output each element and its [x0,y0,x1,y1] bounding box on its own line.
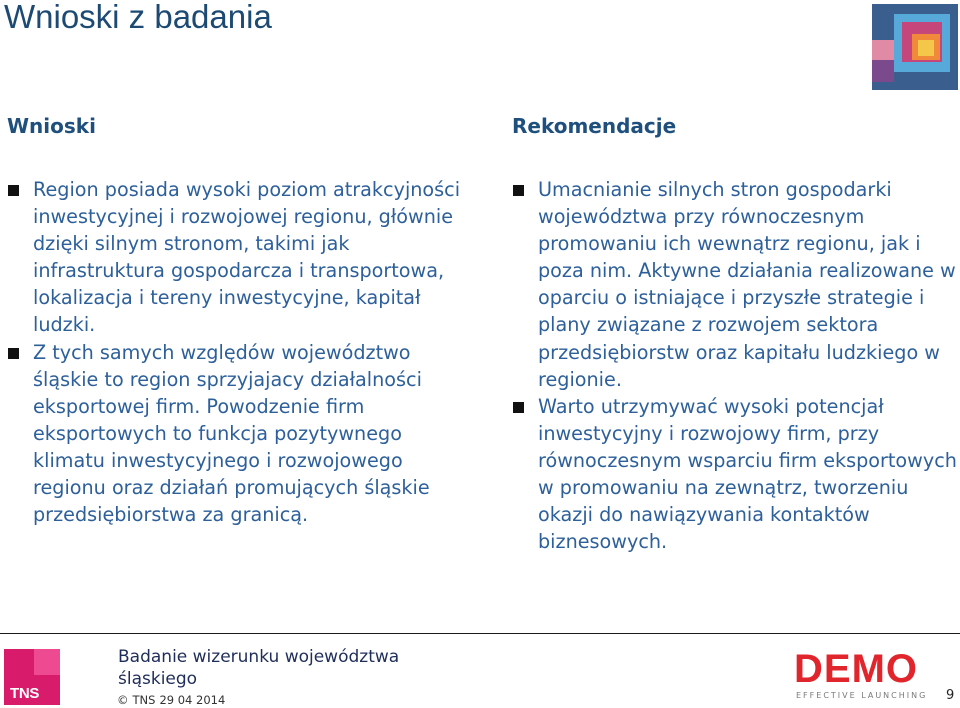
tns-logo-text: TNS [10,685,40,702]
footer-divider [0,633,960,634]
list-item-text: Region posiada wysoki poziom atrakcyjności inwestycyjnej i rozwojowej regionu, głównie dzięki silnym stronom, takimi jak infrastruktura gospodarcza i transportowa, lokalizacja i tereny inwestycyjne, kapitał ludzki. [33,178,461,337]
copyright-icon: © [117,693,129,707]
demo-tagline: EFFECTIVE LAUNCHING [796,691,928,700]
conclusions-list [8,176,478,528]
black-square-icon [513,402,524,413]
list-item [8,339,478,529]
list-item-text: Z tych samych względów województwo śląskie to region sprzyjajacy działalności eksportowej firm. Powodzenie firm eksportowych to funkcja pozytywnego klimatu inwestycyjnego i rozwojowego regionu oraz działań promujących śląskie przedsiębiorstwa za granicą. [33,340,430,527]
tns-logo [4,649,60,705]
footer-copyright [117,693,229,707]
recommendations-heading: Rekomendacje [512,114,677,138]
demo-logo [792,646,932,702]
recommendations-list [513,176,958,555]
demo-logo-text: DEMO [794,647,918,691]
list-item [513,176,958,393]
footer-title: Badanie wizerunku województwa śląskiego [118,647,400,689]
black-square-icon [8,185,19,196]
black-square-icon [513,185,524,196]
conclusions-heading: Wnioski [7,114,96,138]
list-item-text: Warto utrzymywać wysoki potencjał inwestycyjny i rozwojowy firm, przy równoczesnym wsparciu firm eksportowych w promowaniu na zewnątrz, tworzeniu okazji do nawiązywania kontaktów biznesowych. [538,394,957,554]
slide-title: Wnioski z badania [4,0,272,35]
black-square-icon [8,348,19,359]
colored-squares-logo-icon [872,4,958,90]
footer-date: 29 04 2014 [159,693,226,707]
list-item [513,393,958,556]
page-number: 9 [946,688,955,703]
logo-accent [34,649,60,675]
list-item-text: Umacnianie silnych stron gospodarki województwa przy równoczesnym promowaniu ich wewnątrz regionu, jak i poza nim. Aktywne działania realizowane w oparciu o istniające i przyszłe strategie i plany związane z rozwojem sektora przedsiębiorstw oraz kapitału ludzkiego w regionie. [538,178,956,391]
list-item [8,176,478,339]
footer-company: TNS [132,693,156,707]
